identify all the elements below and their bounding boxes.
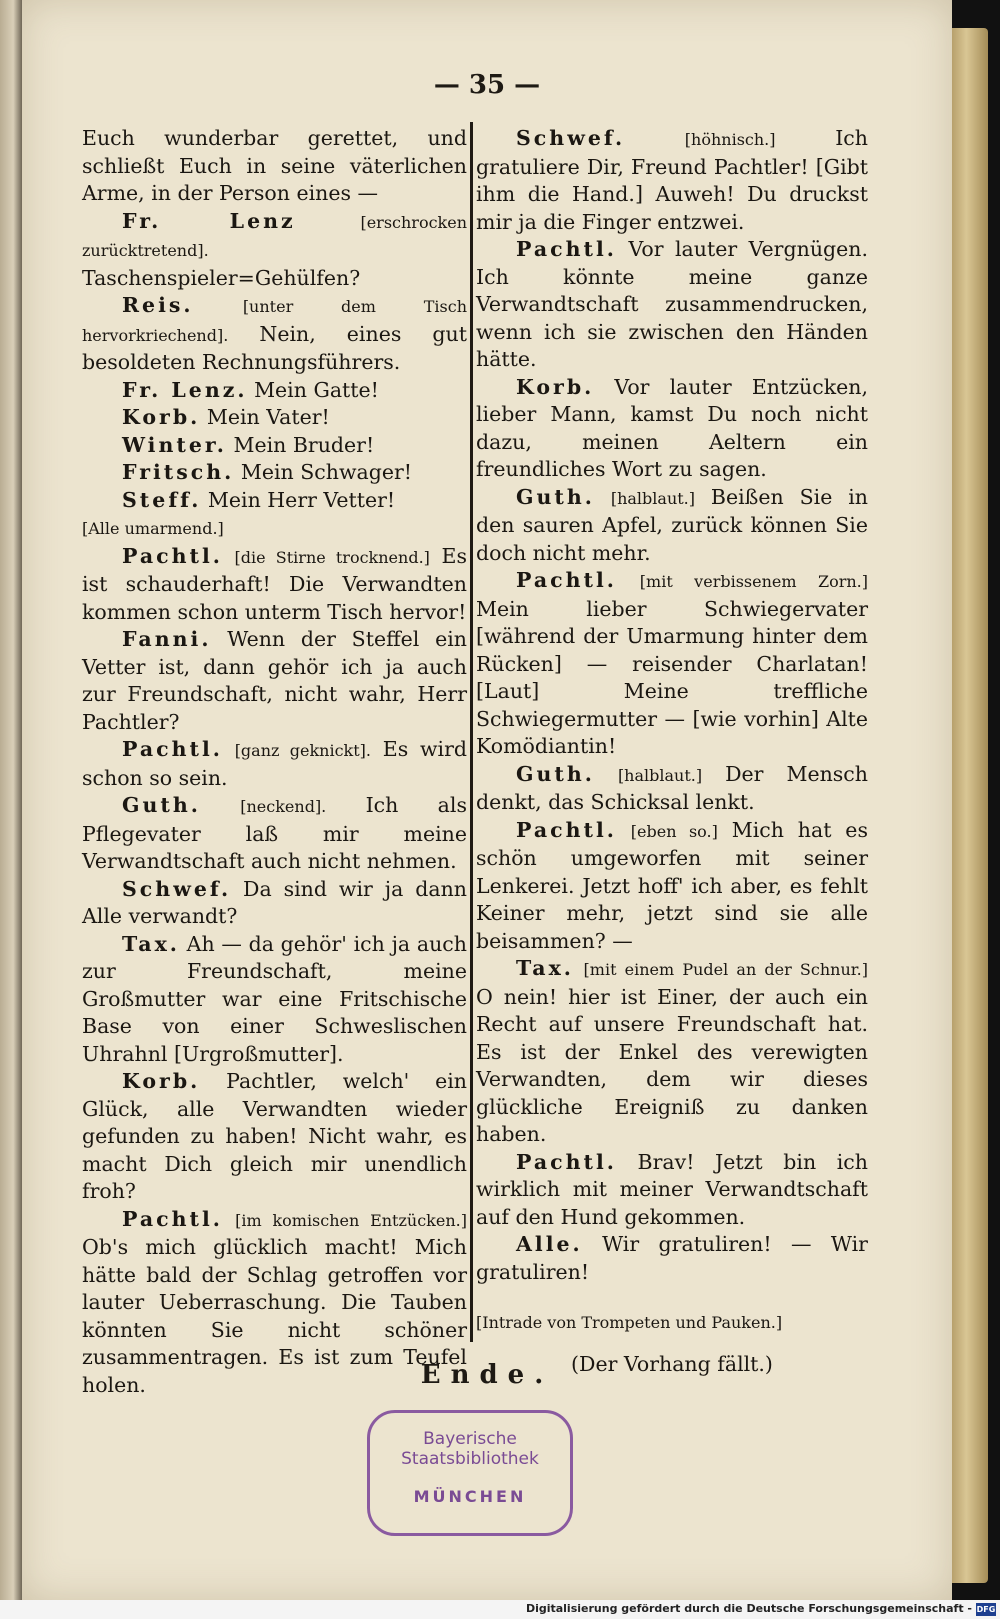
speaker-name: Fr. Lenz. [122,377,248,402]
dialogue-text: Mein Gatte! [254,377,379,402]
dialogue-text: Mich hat es schön umgeworfen mit seiner Lenkerei. Jetzt hoff' ich aber, es fehlt Keiner mehr, jetzt sind sie alle beisammen? — [476,817,868,953]
library-stamp [367,1410,573,1536]
stage-direction-inline: [unter dem Tisch hervorkriechend]. [82,297,467,345]
speaker-name: Pachtl. [122,737,223,761]
stage-direction-inline: [mit verbissenem Zorn.] [639,572,868,591]
speaker-name: Schwef. [516,126,626,150]
speaker-name: Guth. [122,793,201,817]
dialogue-line [476,125,868,236]
stage-direction-inline: [erschrocken zurücktretend]. [82,212,467,260]
dialogue-text: Ah — da gehör' ich ja auch zur Freundschaft, meine Großmutter war eine Fritschische Base von einer Schweslischen Uhrahnl [Urgroßmutter]. [82,931,467,1066]
dialogue-text: Der Mensch denkt, das Schicksal lenkt. [476,761,868,814]
dialogue-text: Vor lauter Entzücken, lieber Mann, kamst Du noch nicht dazu, meinen Aeltern ein freundliches Wort zu sagen. [476,374,868,481]
speaker-name: Korb. [122,1069,201,1093]
stage-direction-inline: [im komischen Entzücken.] [235,1210,467,1230]
dialogue-text: Wenn der Steffel ein Vetter ist, dann gehör ich ja auch zur Freundschaft, nicht wahr, Herr Pachtler? [82,627,467,734]
speaker-name: Pachtl. [122,1206,223,1231]
speaker-name: Schwef. [122,876,232,901]
dialogue-line [476,955,868,1149]
speaker-name: Winter. [122,432,227,457]
speaker-name: Pachtl. [516,237,617,261]
stage-direction [476,1308,868,1337]
stage-direction-text: (Der Vorhang fällt.) [571,1351,773,1376]
dialogue-text: Nein, eines gut besoldeten Rechnungsführers. [82,321,467,374]
dialogue-line [82,377,467,405]
dialogue-text: Pachtler, welch' ein Glück, alle Verwandten wieder gefunden zu haben! Nicht wahr, es macht Dich gleich mir unendlich froh? [82,1069,467,1203]
dialogue-text: Ich gratuliere Dir, Freund Pachtler! [Gibt ihm die Hand.] Auweh! Du druckst mir ja die Finger entzwei. [476,126,868,234]
speaker-name: Guth. [516,761,595,786]
stamp-line: Bayerische [423,1429,517,1449]
dialogue-line [476,1231,868,1286]
speaker-name: Fritsch. [122,460,235,484]
stage-direction-inline: [die Stirne trocknend.] [234,547,430,567]
dialogue-text: Es wird schon so sein. [82,737,467,790]
end-marker: Ende. [420,1360,554,1390]
dialogue-line [82,543,467,627]
dialogue-line [82,931,467,1069]
dialogue-text: Mein Herr Vetter! [207,487,396,512]
left-column [82,125,467,1399]
stage-direction-inline: [halblaut.] [617,765,703,785]
stage-direction-inline: [mit einem Pudel an der Schnur.] [583,960,868,979]
dialogue-line [82,459,467,487]
speaker-name: Fr. Lenz [122,208,296,233]
dialogue-line [82,404,467,432]
dialogue-line [82,792,467,876]
column-divider [470,122,473,1342]
stage-direction-inline: [ganz geknickt]. [234,741,371,760]
speaker-name: Pachtl. [516,1149,617,1174]
stamp-line: Staatsbibliothek [401,1449,539,1469]
dialogue-line [476,567,868,761]
dialogue-text: Beißen Sie in den sauren Apfel, zurück können Sie doch nicht mehr. [476,484,868,565]
speaker-name: Steff. [122,487,202,512]
dialogue-text: Ich als Pflegevater laß mir meine Verwandtschaft auch nicht nehmen. [82,793,467,873]
dialogue-text: O nein! hier ist Einer, der auch ein Recht auf unsere Freundschaft hat. Es ist der Enkel des verewigten Verwandten, dem wir dieses glückliche Ereigniß zu danken haben. [476,984,868,1146]
speaker-name: Alle. [516,1232,583,1256]
speaker-name: Fanni. [122,627,212,651]
dialogue-line [476,374,868,484]
dialogue-line [476,761,868,817]
stage-direction-inline: [eben so.] [630,821,718,841]
dialogue-text: Mein Schwager! [240,460,413,484]
stage-direction [82,514,467,543]
dialogue-line [82,876,467,931]
dialogue-text: Mein Bruder! [233,432,375,457]
speaker-name: Guth. [516,484,595,509]
book-spine-edge [952,28,988,1583]
dialogue-line [476,817,868,956]
speaker-name: Pachtl. [122,543,223,568]
speaker-name: Korb. [516,374,595,399]
dialogue-line [82,487,467,515]
speaker-name: Tax. [516,956,574,980]
digitization-credit: Digitalisierung gefördert durch die Deutsche Forschungsgemeinschaft - [525,1602,972,1615]
previous-page-edge [0,0,22,1600]
book-page [22,0,952,1600]
dialogue-line [476,484,868,568]
right-column [476,125,868,1378]
stamp-line: MÜNCHEN [413,1487,527,1506]
dialogue-text: Euch wunderbar gerettet, und schließt Euch in seine väterlichen Arme, in der Person eines — [82,126,467,205]
dialogue-text: Taschenspieler=Gehülfen? [82,265,361,290]
dfg-logo: DFG [976,1605,996,1614]
stage-direction-inline: [höhnisch.] [684,130,776,149]
dialogue-text: Vor lauter Vergnügen. Ich könnte meine ganze Verwandtschaft zusammendrucken, wenn ich sie zwischen den Händen hätte. [476,237,868,371]
speaker-name: Pachtl. [516,817,617,842]
dialogue-text: Wir gratuliren! — Wir gratuliren! [476,1232,868,1284]
dialogue-text: Mein lieber Schwiegervater [während der Umarmung hinter dem Rücken] — reisender Charlatan! [Laut] Meine treffliche Schwiegermutter — [wie vorhin] Alte Komödiantin! [476,596,868,758]
stage-direction-inline: [neckend]. [240,797,327,816]
dialogue-line [82,125,467,208]
speaker-name: Tax. [122,931,180,956]
stage-direction-text: [Intrade von Trompeten und Pauken.] [476,1313,783,1332]
dialogue-line [82,208,467,293]
dialogue-line [82,626,467,736]
dialogue-line [476,1149,868,1232]
dialogue-text: Da sind wir ja dann Alle verwandt? [82,876,467,928]
speaker-name: Korb. [122,405,201,429]
dialogue-line [82,292,467,377]
speaker-name: Reis. [122,293,194,317]
dialogue-text: Brav! Jetzt bin ich wirklich mit meiner Verwandtschaft auf den Hund gekommen. [476,1149,868,1229]
dialogue-line [82,736,467,792]
dialogue-line [476,236,868,374]
speaker-name: Pachtl. [516,568,617,592]
dialogue-text: Mein Vater! [206,405,330,429]
stage-direction-inline: [halblaut.] [610,488,696,508]
dialogue-line [82,432,467,460]
dialogue-text: Es ist schauderhaft! Die Verwandten kommen schon unterm Tisch hervor! [82,543,467,624]
stage-direction-text: [Alle umarmend.] [82,519,224,538]
dialogue-text: Ob's mich glücklich macht! Mich hätte bald der Schlag getroffen vor lauter Ueberraschung. Die Tauben könnten Sie nicht schöner zusammentragen. Es ist zum Teufel holen. [82,1235,467,1397]
page-number: — 35 — [433,70,541,100]
dialogue-line [82,1068,467,1206]
